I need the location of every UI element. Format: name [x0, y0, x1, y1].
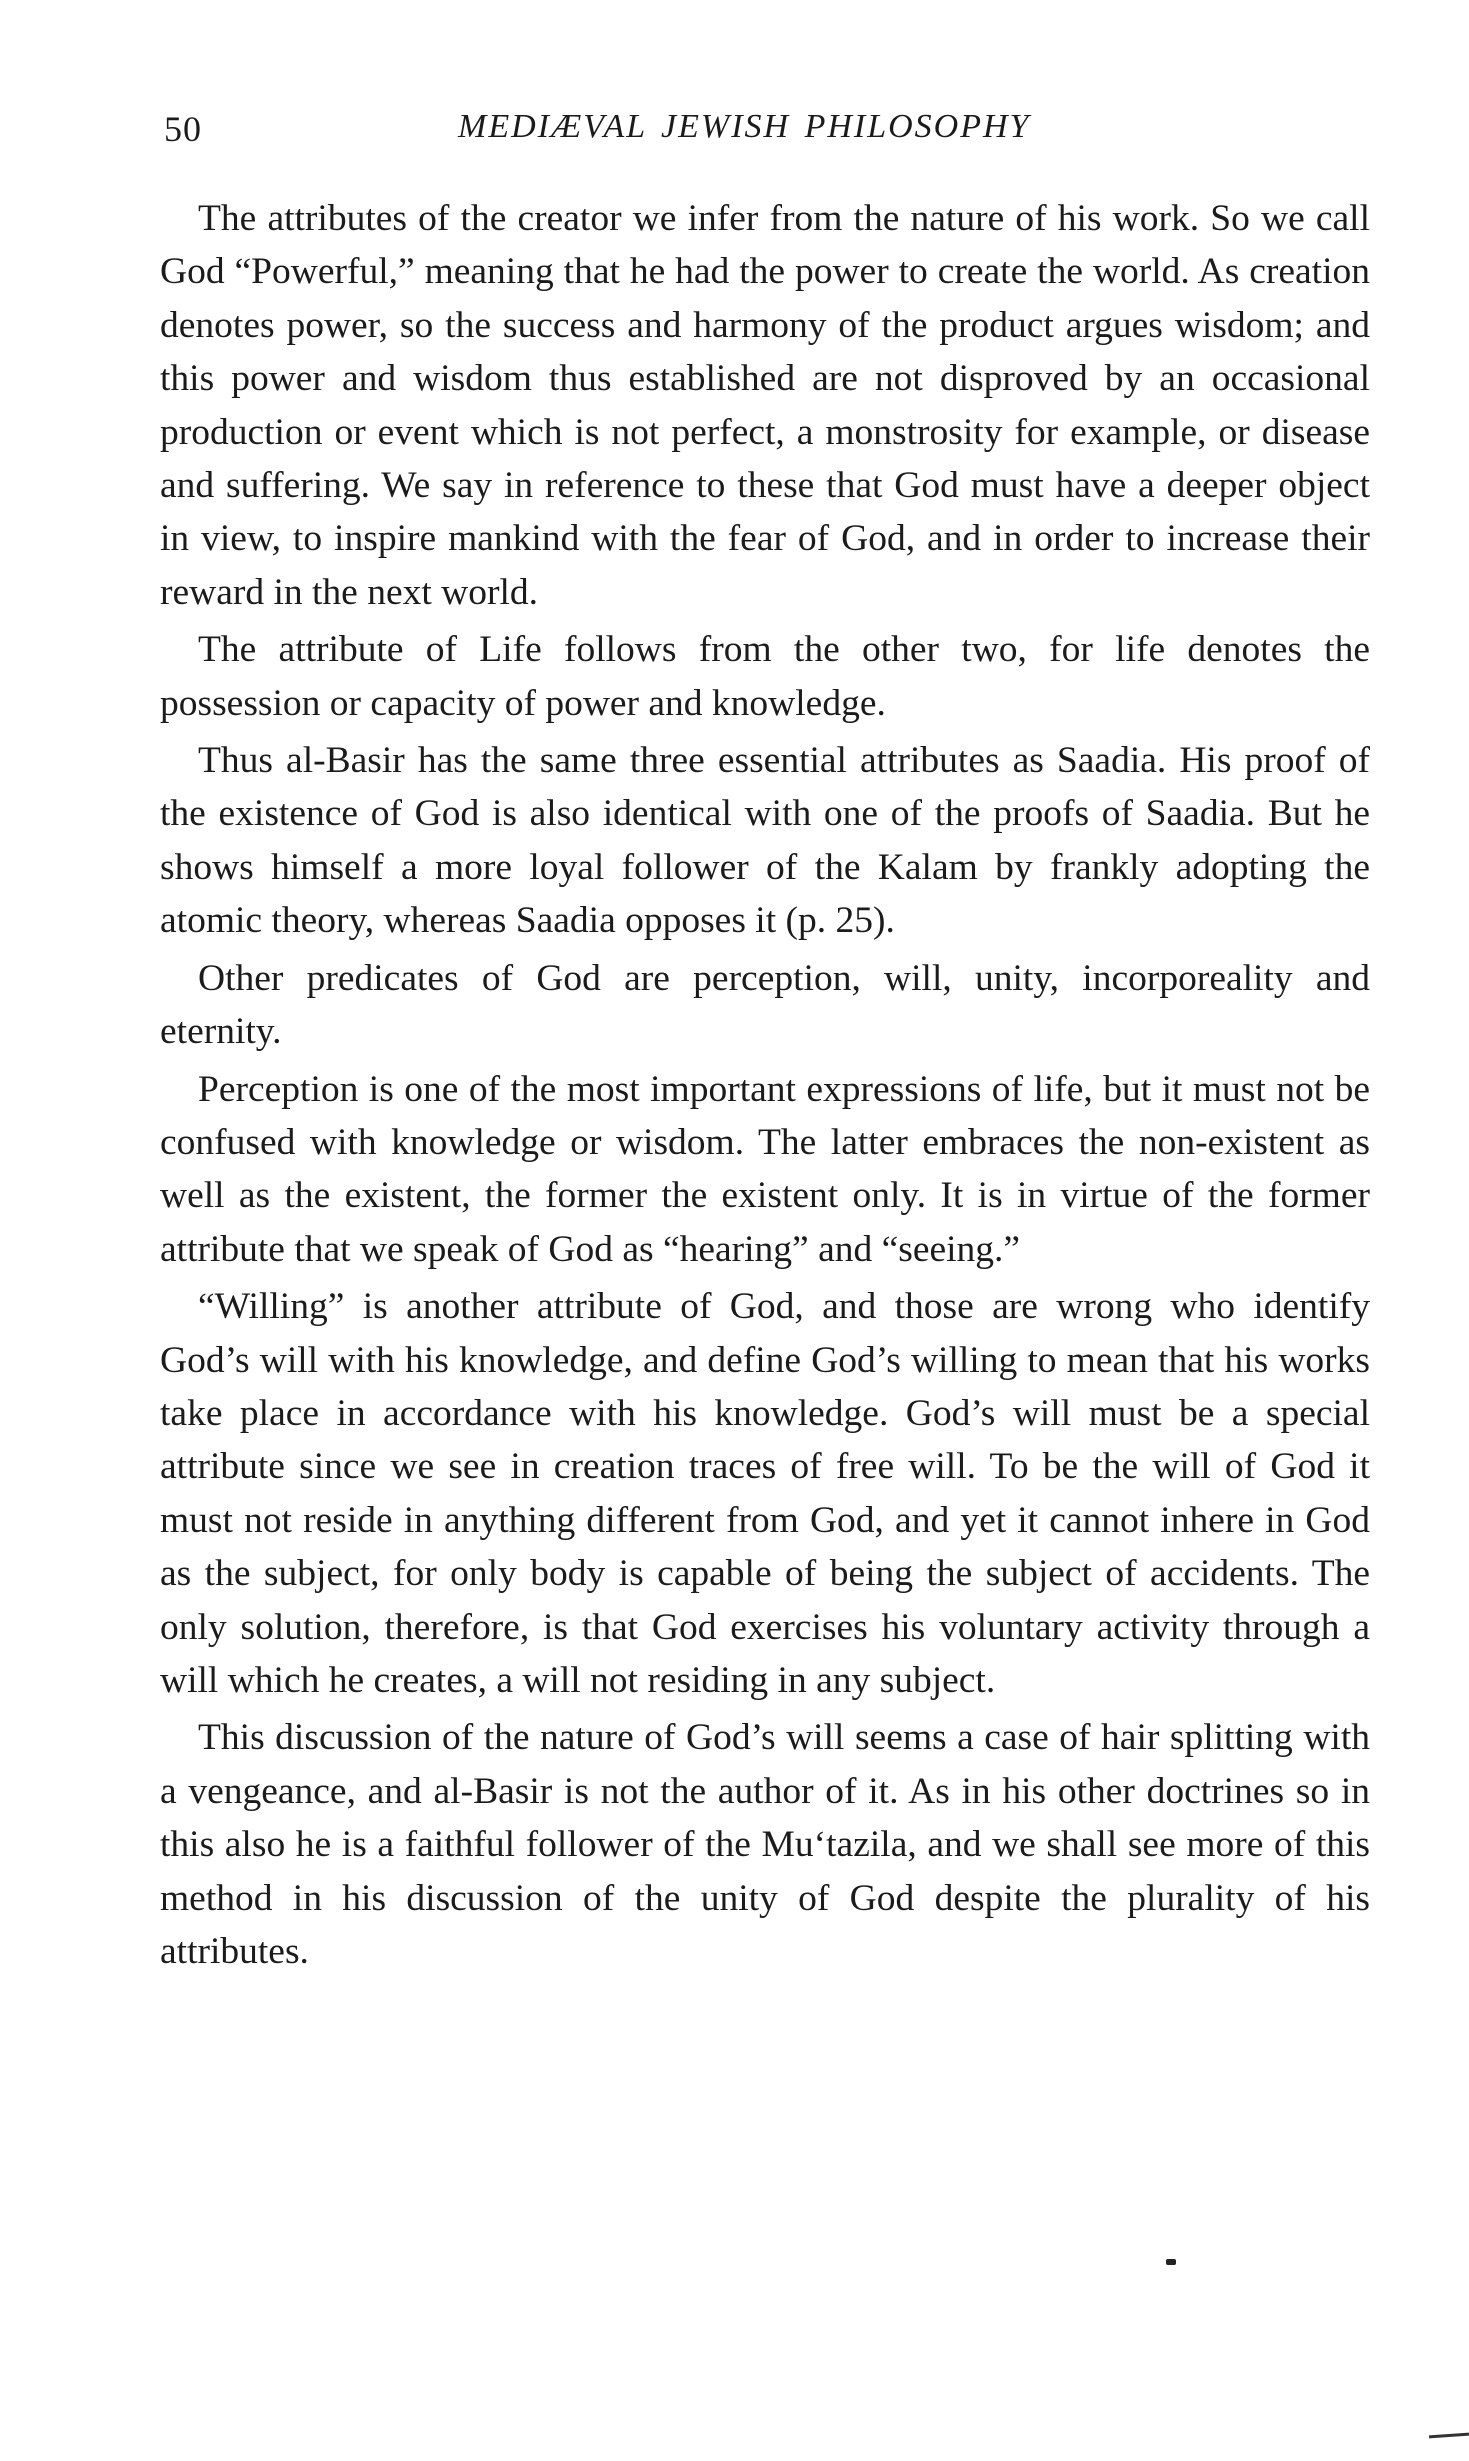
running-title: MEDIÆVAL JEWISH PHILOSOPHY [458, 108, 1031, 145]
paragraph-hair-splitting: This discussion of the nature of God’s will seems a case of hair splitting with a vengeance, and al-Basir is not the author of it. As in his other doctrines so in this also he is a faithful follower of the Mu‘tazila, and we shall see more of this method in his discussion of the unity of God despite the plurality of his attributes. [160, 1717, 1370, 1972]
scan-edge-mark [1429, 2433, 1469, 2439]
running-head [158, 108, 1368, 158]
body-text [160, 192, 1370, 1982]
paragraph-other-predicates: Other predicates of God are perception, will, unity, incorporeality and eternity. [160, 957, 1370, 1053]
paragraph-willing: “Willing” is another attribute of God, and those are wrong who identify God’s will with his knowledge, and define God’s willing to mean that his works take place in accordance with his knowledge. God’s will must be a special attribute since we see in creation traces of free will. To be the will of God it must not reside in anything different from God, and yet it cannot inhere in God as the subject, for only body is capable of being the subject of accidents. The only solution, therefore, is that God exercises his voluntary activity through a will which he creates, a will not residing in any subject. [160, 1286, 1370, 1701]
paragraph-creator-attributes: The attributes of the creator we infer from the nature of his work. So we call God “Powerful,” meaning that he had the power to create the world. As creation denotes power, so the success and harmony of the product argues wisdom; and this power and wisdom thus established are not disproved by an occasional production or event which is not perfect, a monstrosity for example, or disease and suffering. We say in reference to these that God must have a deeper object in view, to inspire mankind with the fear of God, and in order to increase their reward in the next world. [160, 198, 1370, 613]
paragraph-attribute-of-life: The attribute of Life follows from the other two, for life denotes the possession or capacity of power and knowledge. [160, 629, 1370, 724]
paragraph-perception: Perception is one of the most important expressions of life, but it must not be confused with knowledge or wisdom. The latter embraces the non-existent as well as the existent, the former the existent only. It is in virtue of the former attribute that we speak of God as “hearing” and “seeing.” [160, 1068, 1370, 1270]
page-number: 50 [164, 109, 202, 149]
ink-speck [1166, 2259, 1176, 2265]
paragraph-al-basir-saadia: Thus al-Basir has the same three essential attributes as Saadia. His proof of the existence of God is also identical with one of the proofs of Saadia. But he shows himself a more loyal follower of the Kalam by frankly adopting the atomic theory, whereas Saadia opposes it (p. 25). [160, 740, 1370, 942]
